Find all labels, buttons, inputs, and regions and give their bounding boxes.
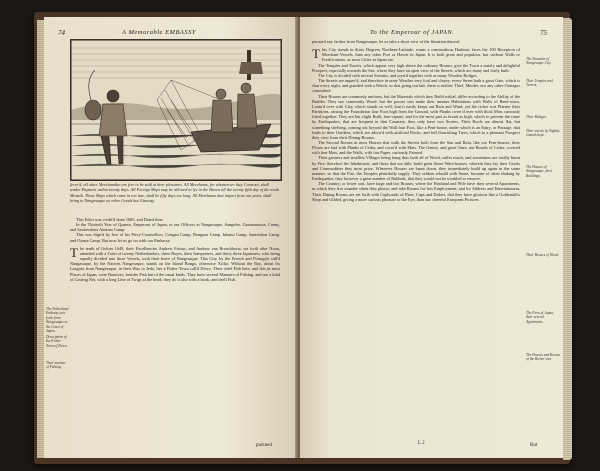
left-running-head: A Memorable EMBASSY — [122, 29, 197, 36]
fishing-scene-engraving — [71, 40, 281, 180]
left-paragraph: This Edict was credit'd done 1685, and Dated thus: — [76, 217, 164, 222]
left-drop-text: he tenth of Goloer 1649, their Excellencies Andrew Frisius, and Andrew van Brouckhorst, set forth after Noon, attended with a Train of twenty Netherlanders, three Boyes, their Interpreters, and thirty three Japanners, who being equally divided into three Vessels, took their leave of Nangesaque. This City, by the French and Portugals call'd Nangasaque, by the Natives Nangesaque, stands on the Island Bongo, otherwise Xicko. Without the Bay, about fix Leagues from Nangesaque, in their Way to Jedo, lies a Fisher-Town call'd Dewo. Their chief Fish here, and this in most Places of Japan, were Bonitoes, besides Fish but of the usual kinds. They have several Manners of Fishing, and use a kind of Casting Net, with a long Line of Twigs at the head; they do it also with a hook, and shell Fish. — [70, 245, 280, 282]
engraving-caption: ferve'd, all other Merchandize are free to be sold at their pleasures. All Merchants, for whatsoever they Contract, shall tender Payment within twenty days. All Foreign Ships may be allowed to lye in the Haven till the twenty fifth day of the ninth Moneth. Those Ships which come in too late, shall be fifty days too long. All Merchants that import from our ports, shall bring to Nangesaque no other Goods but Ginseng. — [70, 182, 279, 203]
left-drop-paragraph — [70, 246, 280, 282]
engraving-illustration — [70, 39, 282, 181]
right-catchword: But — [530, 443, 538, 448]
right-paragraph: The Streets are unpav'd, and therefore in rainy Weather very foul and clayey; every Street hath a great Gate, which is shut every night, and guarded with a Watch, so that going out late, there is neither Thief, Murder, nor any other Outrages committed. — [312, 78, 520, 94]
right-body-text — [312, 39, 520, 202]
right-margin-note: Their Houses of Wood. — [526, 253, 559, 257]
right-paragraph: Their Houses are commonly uniform, but the Materials which they Build withal, differ according to the Ability of the Builder. They use commonly Wood: but the poorer sort make their meaner Habitations with Walls of Reed-straw, Loam'd over with Clay, which stands so well, that it easily keeps out Rain and Wind; yet the richer sort Plaister their Partitions, raising the Foundation four Foot high from the Ground, with Planks cover'd over with thick Mats curiously fitted together. They are but slight Built, four-square, and for the most part as broad as high, which to prevent the ruine by Earthquakes, that are frequent in that Countrey, they only have two Stories. Their Roofs are almost flat, but something shelving, coming out beyond the Wall four Foot, like a Pent-house, under which is an Entry, or Passage, that leads to their Gardens, which are adorn'd with artificial Rocks, and full flourishing Trees, which to a pleasant Prospect they view from their Dining-Rooms. — [312, 93, 520, 140]
right-margin-note: The Houses and Rooms of the Richer sort. — [526, 353, 560, 362]
right-page — [300, 17, 563, 458]
left-paragraph: In the Thirtieth Year of Quanto, Emperour of Japan, to our Officers at Nangesaque, Sangoles, Gatanomassa, Canny, and Sackesshara Andono Camp. — [70, 222, 280, 233]
left-paragraph: This was Sign'd by five of his Privy-Counsellors, Congan Camp, Bongana Camp, Inkano Camp, Santenhon Camp, and Oyana Camp. But now let us go on with our Embassy. — [70, 232, 280, 243]
page-edges-right — [563, 18, 572, 460]
right-paragraph: The Second Rooms in most Houses that walk the Streets both from the Sun and Rain, like our Pent-houses; their Floors are laid with Planks of Cedar, and cover'd with Mats. The Gentry, and great Ones, use Boards of Cedar, covered with fine Mats, and the Walls, with fair Paper, curiously Painted. — [312, 139, 520, 156]
left-page-number: 74 — [58, 29, 65, 37]
right-paragraph: Their greatest and smallest Villages being hung thus built all of Wood, suffer much, and sometimes are totally burnt by Fire; therefore the Inhabitants, and those that are able, build great Stone Ware-houses, wherein they lay their Goods and Commodities they most prize. Wherever Houses are burnt down, they immediately build up again in the same manner; so that the Fire, the Temples plentifully supply. They seldom rebuild with Stone, because of often shaking by Earthquakes, they however a great number of Rubbish, that they would not be troubled to remove. — [312, 155, 520, 182]
right-paragraph: The City is divided with several Streams, and joyn'd together with as many Wooden Bridges. — [318, 72, 478, 78]
left-margin-note: Their manner of Fishing. — [46, 361, 66, 370]
left-page — [44, 17, 297, 458]
right-margin-note: The Situation of Nangesaque City. — [526, 57, 552, 66]
right-drop-paragraph — [312, 47, 520, 62]
left-margin-note: Description of the Fisher-Town of Dewo. — [46, 335, 68, 348]
drop-cap-letter: T — [70, 244, 78, 260]
right-page-number: 75 — [540, 29, 547, 37]
right-paragraph: The Temples and Turrets, which appear very high above the ordinary Houses, give the Town a stately and delightful Prospect, especially towards the Sea, where they have an open view of the Streets, which are many and fairly built. — [312, 62, 520, 73]
left-catchword: pursued — [256, 443, 272, 448]
left-margin-note: The Netherland Embassy sets forth from Nangesaque to the Court of Japan. — [46, 307, 69, 334]
right-margin-note: Their streets by Nightly Guards kept. — [526, 129, 560, 138]
signature-mark: L 2 — [418, 441, 425, 446]
drop-cap-letter: T — [312, 46, 320, 62]
page-edges-left — [37, 20, 44, 458]
right-margin-note: Their Bridges. — [526, 115, 547, 119]
right-intro: pursued any farther from Nangesaque, let us take a short view of the Situation thereof. — [312, 39, 461, 44]
right-running-head: To the Emperour of JAPAN. — [370, 29, 455, 36]
right-margin-note: The Fires of Japan, their several Apartments. — [526, 311, 555, 324]
right-paragraph: The Country, or lower sort, have large and fair Houses, where the Husband and Wife have their several Apartments, in which they live asunder when they please; and take Rooms for less Employment, and for Address and Entertainment, Their Dining Rooms are set forth with Cupboards of Plate, Cups and Dishes, that they have glorious like a Goldsmith's Shop and Gilded, giving a more curious pleasure to the Eye, than our cheerful European Pictures. — [312, 181, 520, 202]
right-margin-note: The Houses of Nangesaque, their Buildings. — [526, 165, 553, 178]
left-body-text — [70, 217, 280, 282]
right-margin-note: Their Temples and Turrets. — [526, 79, 553, 88]
right-drop-text: his City stands in thirty Degrees Northern-Latitude, wants a commodious Harbour, faces the 100 Reception of Merchant-Vessels, than any other Port or Haven in Japan. It is both great and populous, but without Walls or Fortifications, as most Cities in Japan are. — [321, 47, 520, 63]
